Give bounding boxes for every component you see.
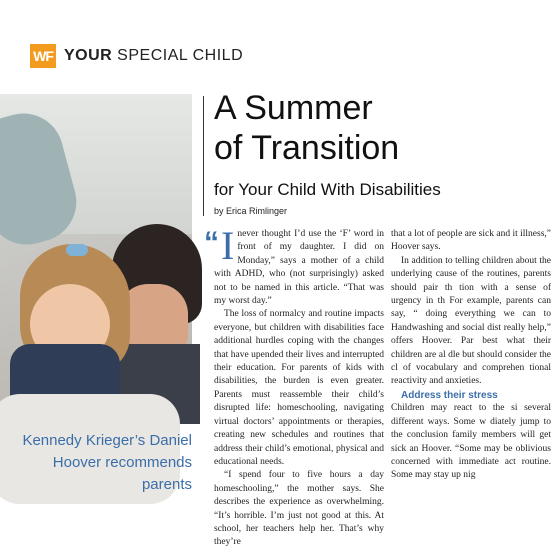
article-column-1: “ I never thought I’d use the ‘F’ word in front of my daughter. I did on Monday,” says a mother of a child with ADHD, who (not surprisingly) asked not to be named in this article. “That was my worst day.” The loss of normalcy and routine impacts everyone, but children with disabilities face additional hurdles coping with the changes that have upended their lives and interrupted their education. For parents of kids with disabilities, the burden is even greater. Parents must reassemble their child’s disrupted life: homeschooling, navigating virtual doctors’ appointments or therapies, creating new schedules and routines that address their child’s emotional, physical and educational needs. “I spend four to five hours a day homeschooling,” the mother says. She describes the experience as overwhelming. “It’s horrible. I’m just not good at this. At school, her teachers help her. That’s why they’re (204, 223, 384, 548)
article-title: A Summer of Transition (214, 89, 400, 167)
drop-cap: I (221, 223, 235, 268)
photo-caption: Kennedy Krieger’s Daniel Hoover recommends parents (22, 432, 192, 493)
title-divider (203, 96, 204, 216)
wf-logo: WF (30, 44, 56, 68)
quote-mark-icon: “ (204, 226, 219, 259)
byline: by Erica Rimlinger (214, 206, 288, 216)
article-photo (0, 94, 192, 402)
article-column-2: that a lot of people are sick and it illness,” Hoover says. In addition to telling children about the underlying cause of the routines, parents should pair th tion with a sense of urgency in th For example, parents can say, “ doing everything we can to Handwashing and social dist really help,” offers Hoover. Par best what their children are al dle but should consider the cl of vocabulary and comprehen tional reactivity and anxieties. Address their stress Children may react to the si several different ways. Some w diately jump to the conclusion family members will get sick an Hoover. “Some may be oblivious concerned with immediate act routine. Some may stay up nig (391, 229, 551, 481)
article-subtitle: for Your Child With Disabilities (214, 180, 441, 199)
subhead: Address their stress (401, 389, 498, 401)
section-header (30, 44, 243, 68)
section-title: YOUR SPECIAL CHILD (64, 47, 244, 64)
